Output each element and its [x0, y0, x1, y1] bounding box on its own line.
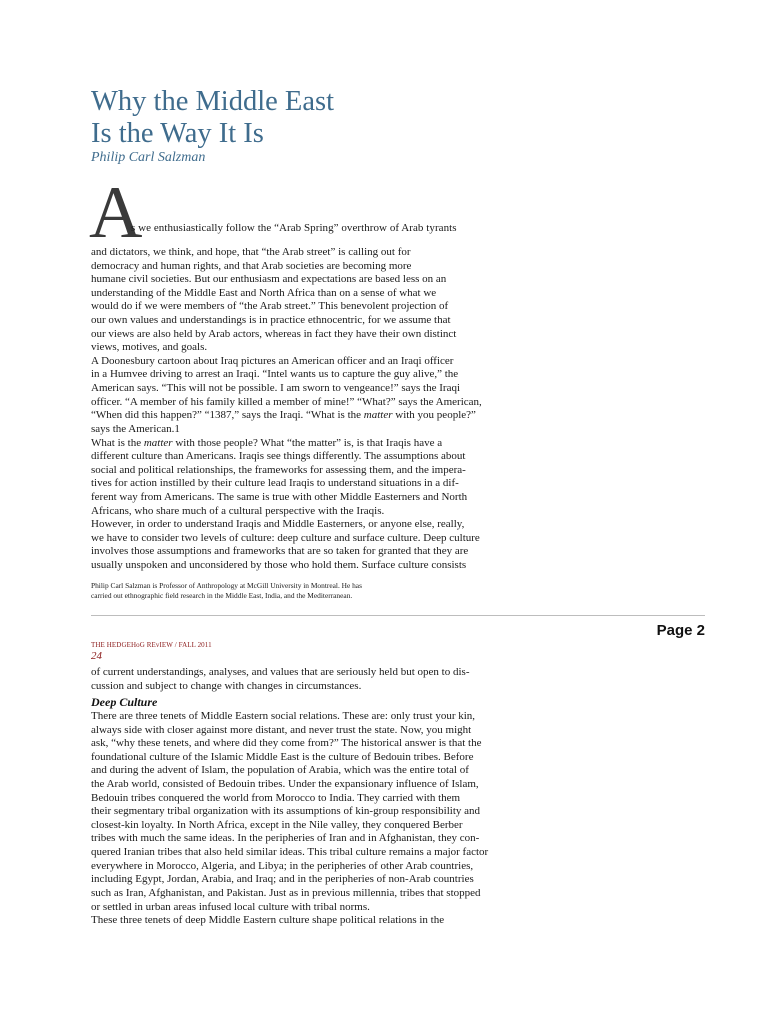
text-line: involves those assumptions and frameworks that are so taken for granted that they are [91, 545, 469, 558]
lead-line: s we enthusiastically follow the “Arab Spring” overthrow of Arab tyrants [131, 222, 457, 234]
title-line-2: Is the Way It Is [91, 118, 264, 149]
page-number: 24 [91, 650, 102, 662]
text-line: different culture than Americans. Iraqis see things differently. The assumptions about [91, 450, 466, 463]
text-line: democracy and human rights, and that Arab societies are becoming more [91, 259, 412, 272]
text-line: American says. “This will not be possible. I am sworn to vengeance!” says the Iraqi [91, 382, 461, 395]
text-line: There are three tenets of Middle Eastern social relations. These are: only trust your kin, [91, 710, 476, 722]
text-line: Bedouin tribes conquered the world from Morocco to India. They carried with them [91, 791, 461, 804]
text-line: and dictators, we think, and hope, that “the Arab street” is calling out for [91, 246, 411, 258]
text-line: everywhere in Morocco, Algeria, and Libya; in the peripheries of other Arab countries, [91, 859, 474, 872]
body-text-page-2 [91, 710, 488, 928]
text-line: our own values and understandings is in practice ethnocentric, for we assume that [91, 314, 451, 327]
text-line: tribes with much the same ideas. In the peripheries of Iran and in Afghanistan, they con- [91, 832, 480, 845]
text-line: such as Iran, Afghanistan, and Pakistan. Just as in previous millennia, tribes that stopped [91, 886, 481, 899]
text-line: A Doonesbury cartoon about Iraq pictures an American officer and an Iraqi officer [91, 354, 454, 367]
text-line: Africans, who share much of a cultural perspective with the Iraqis. [91, 504, 385, 517]
text-line: always side with closer against more distant, and never trust the state. Now, you might [91, 723, 472, 736]
text-line: These three tenets of deep Middle Eastern culture shape political relations in the [91, 914, 445, 927]
text-line: in a Humvee driving to arrest an Iraqi. “Intel wants us to capture the guy alive,” the [91, 368, 459, 381]
footnote-line: Philip Carl Salzman is Professor of Anthropology at McGill University in Montreal. He has [91, 581, 362, 590]
drop-cap: A [89, 172, 143, 254]
text-line: the Arab world, consisted of Bedouin tribes. Under the expansionary influence of Islam, [91, 778, 479, 791]
text-line: would do if we were members of “the Arab street.” This benevolent projection of [91, 300, 449, 313]
page-label: Page 2 [656, 622, 705, 639]
text-line: or settled in urban areas infused local culture with tribal norms. [91, 900, 370, 913]
body-text-page-1 [91, 246, 482, 573]
text-line: humane civil societies. But our enthusiasm and expectations are based less on an [91, 273, 447, 286]
text-line: views, motives, and goals. [91, 341, 208, 354]
text-line: of current understandings, analyses, and values that are seriously held but open to dis- [91, 666, 470, 678]
text-line: understanding of the Middle East and North Africa than on a sense of what we [91, 286, 437, 299]
text-line: foundational culture of the Islamic Middle East is the culture of Bedouin tribes. Before [91, 750, 474, 763]
text-line: tives for action instilled by their culture lead Iraqis to understand situations in a dif- [91, 477, 459, 490]
section-heading: Deep Culture [91, 695, 158, 709]
text-line: their segmentary tribal organization with its assumptions of kin-group responsibility and [91, 805, 481, 818]
text-line: ferent way from Americans. The same is true with other Middle Easterners and North [91, 490, 468, 503]
text-line: our views are also held by Arab actors, whereas in fact they have their own distinct [91, 327, 457, 340]
article-title [91, 86, 334, 150]
text-line: we have to consider two levels of culture: deep culture and surface culture. Deep culture [91, 531, 480, 544]
text-line: closest-kin loyalty. In North Africa, except in the Nile valley, they conquered Berber [91, 818, 463, 831]
body-text-page-2-intro [91, 666, 470, 693]
text-line: cussion and subject to change with changes in circumstances. [91, 679, 362, 692]
text-line: quered Iranian tribes that also held similar ideas. This tribal culture remains a major factor [91, 846, 489, 859]
author-footnote [91, 581, 362, 601]
text-line: says the American.1 [91, 422, 180, 435]
text-line: including Egypt, Jordan, Arabia, and Iraq; and in the peripheries of non-Arab countries [91, 873, 474, 886]
text-line: and during the advent of Islam, the population of Arabia, which was the entire total of [91, 764, 469, 777]
footnote-line: carried out ethnographic field research in the Middle East, India, and the Mediterranean. [91, 591, 353, 600]
text-line: usually unspoken and unconsidered by those who hold them. Surface culture consists [91, 559, 467, 572]
journal-running-head: THE HEDGEHoG REvIEW / FALL 2011 [91, 641, 212, 649]
text-line: ask, “why these tenets, and where did they come from?” The historical answer is that the [91, 737, 482, 750]
text-line: “When did this happen?” “1387,” says the Iraqi. “What is the matter with you people?” [91, 409, 476, 422]
text-line: What is the matter with those people? What “the matter” is, is that Iraqis have a [91, 436, 443, 449]
text-line: However, in order to understand Iraqis and Middle Easterners, or anyone else, really, [91, 518, 465, 531]
text-line: officer. “A member of his family killed a member of mine!” “What?” says the American, [91, 395, 482, 408]
title-line-1: Why the Middle East [91, 86, 334, 117]
text-line: social and political relationships, the frameworks for assessing them, and the impera- [91, 463, 466, 476]
page-divider [91, 615, 705, 616]
author-byline: Philip Carl Salzman [91, 150, 206, 165]
